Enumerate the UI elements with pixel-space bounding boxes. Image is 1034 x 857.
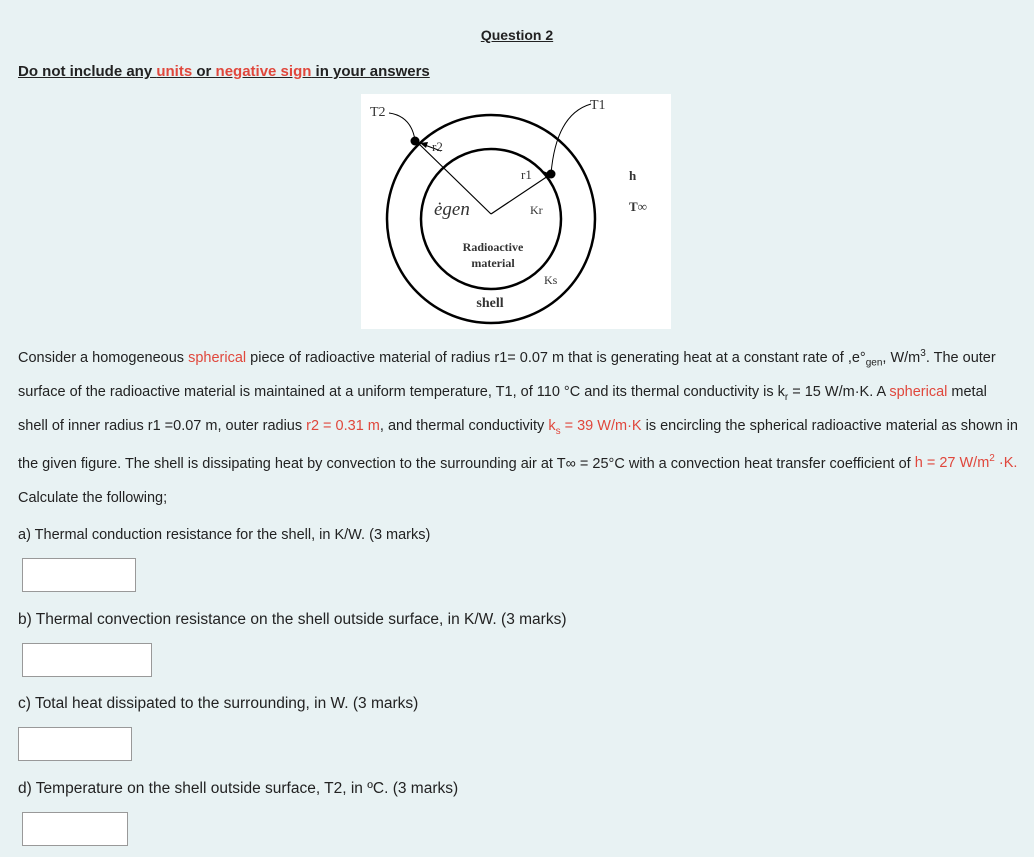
warning-part1: Do not include any (18, 63, 157, 80)
para-highlight-h (915, 455, 1018, 471)
r1-label: r1 (521, 167, 532, 182)
para-sup-2: 2 (989, 453, 995, 465)
question-c-label: c) Total heat dissipated to the surrounding, in W. (3 marks) (18, 695, 419, 712)
para-h-value: h = 27 W/m (914, 455, 990, 472)
para-text-2: piece of radioactive material of radius r1= 0.07 m that is generating heat at a constant rate of ,e° (246, 349, 866, 366)
warning-part3: in your answers (311, 63, 430, 80)
egen-label: ėgen (434, 199, 470, 220)
t2-leader-line (389, 113, 415, 140)
para-ks-k: k (548, 417, 556, 434)
question-b-label: b) Thermal convection resistance on the shell outside surface, in K/W. (3 marks) (18, 611, 567, 628)
material-label: material (471, 256, 515, 270)
para-h-unit: ·K. (994, 455, 1018, 472)
para-text-5: = 15 W/m·K. A (788, 383, 890, 400)
para-text-7: , and thermal conductivity (379, 417, 549, 434)
problem-paragraph (18, 340, 1018, 477)
answer-d-input[interactable] (22, 812, 128, 846)
para-highlight-r2: r2 = 0.31 m (306, 417, 380, 434)
para-highlight-spherical-2: spherical (889, 383, 948, 400)
t2-point (411, 137, 420, 146)
para-text-1: Consider a homogeneous (18, 349, 189, 366)
answer-a-input[interactable] (22, 558, 136, 592)
answer-c-input[interactable] (18, 727, 132, 761)
para-sub-r: r (784, 391, 789, 403)
question-a-label: a) Thermal conduction resistance for the shell, in K/W. (3 marks) (18, 527, 431, 543)
h-label: h (629, 168, 637, 183)
sphere-diagram (361, 94, 671, 329)
radioactive-label: Radioactive (462, 240, 524, 254)
para-sub-s: s (555, 425, 561, 437)
para-sup-3: 3 (920, 348, 926, 359)
para-text-6: metal shell of inner radius r1 =0.07 m, outer radius (18, 383, 987, 434)
t2-label: T2 (370, 105, 386, 120)
ks-label: Ks (544, 273, 558, 287)
kr-label: Kr (530, 203, 543, 217)
para-text-4: . The outer surface of the radioactive material is maintained at a uniform temperature, T1, of 110 °C and its thermal conductivity is k (18, 349, 996, 400)
para-text-3: , W/m (882, 349, 921, 366)
t1-label: T1 (590, 98, 606, 113)
r2-label: r2 (432, 139, 443, 154)
calculate-label: Calculate the following; (18, 490, 168, 506)
t1-point (547, 170, 556, 179)
warning-instruction (18, 63, 430, 80)
para-ks-value: = 39 W/m·K (560, 417, 642, 434)
warning-part2: or (192, 63, 216, 80)
answer-b-input[interactable] (22, 643, 152, 677)
question-d-label: d) Temperature on the shell outside surface, T2, in ºC. (3 marks) (18, 780, 459, 797)
warning-units: units (156, 63, 193, 80)
para-text-8: is encircling the spherical radioactive material as shown in the given figure. The shell is dissipating heat by convection to the surrounding air at T∞ = 25°C with a convection heat transfer coefficient of (18, 417, 1018, 472)
para-highlight-spherical-1: spherical (188, 349, 247, 366)
question-title: Question 2 (480, 27, 554, 43)
para-sub-gen: gen (865, 357, 883, 369)
shell-label: shell (476, 296, 504, 311)
outer-shell-circle (387, 115, 595, 323)
warning-negative-sign: negative sign (215, 63, 312, 80)
r2-arrowhead (420, 142, 428, 148)
tinf-label: T∞ (629, 199, 647, 214)
para-highlight-ks (548, 417, 642, 437)
